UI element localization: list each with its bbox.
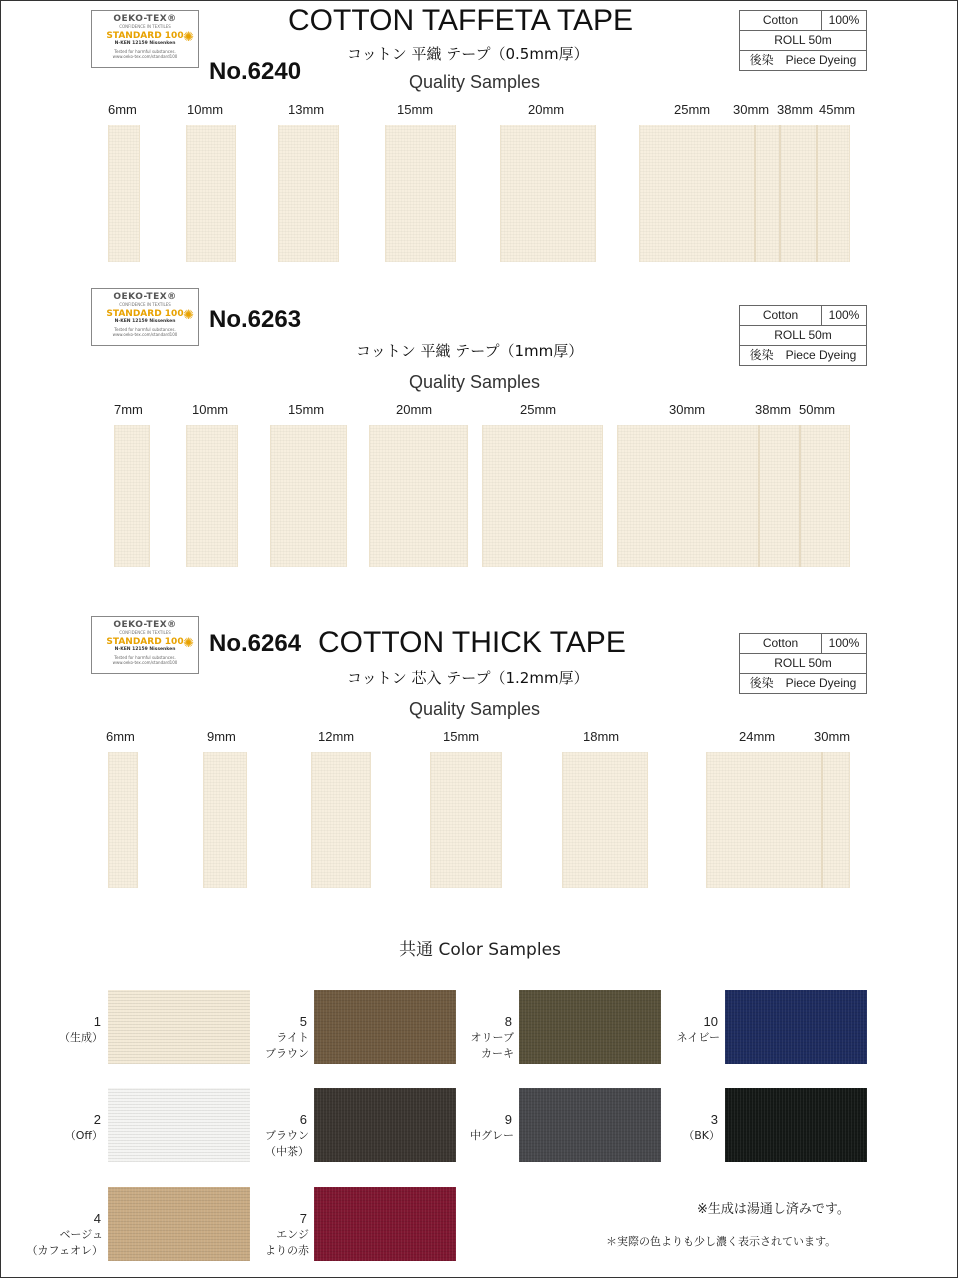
oeko-tagline: CONFIDENCE IN TEXTILES — [119, 302, 171, 307]
tape-sample — [562, 752, 648, 888]
spec-material: Cotton — [740, 634, 822, 653]
color-name: エンジ よりの赤 — [265, 1228, 309, 1257]
oeko-tex-label — [91, 616, 199, 674]
width-label: 45mm — [819, 102, 856, 117]
color-name: ブラウン （中茶） — [265, 1129, 309, 1158]
tape-sample — [311, 752, 371, 888]
color-number: 7 — [299, 1211, 307, 1226]
tape-sample-stack — [639, 125, 850, 262]
color-number: 4 — [93, 1211, 101, 1226]
color-number: 9 — [504, 1112, 512, 1127]
oeko-standard: STANDARD 100 — [106, 309, 184, 319]
color-swatch — [314, 1088, 456, 1162]
width-label: 30mm — [669, 402, 706, 417]
width-label: 24mm — [739, 729, 776, 744]
width-label: 50mm — [799, 402, 836, 417]
section1-spec-table — [739, 10, 867, 71]
sun-icon: ✺ — [183, 636, 194, 651]
tape-sample — [270, 425, 347, 567]
tape-sample — [186, 425, 238, 567]
width-label: 38mm — [777, 102, 814, 117]
oeko-tex-label — [91, 10, 199, 68]
color-swatch — [725, 990, 867, 1064]
color-name: ベージュ （カフェオレ） — [26, 1228, 103, 1257]
spec-dyeing: 後染 Piece Dyeing — [749, 676, 857, 690]
tape-sample — [500, 125, 596, 262]
width-label: 30mm — [733, 102, 770, 117]
oeko-tagline: CONFIDENCE IN TEXTILES — [119, 24, 171, 29]
tape-edge — [816, 125, 818, 262]
oeko-cert: N-KEN 12159 Nissenken — [114, 319, 176, 324]
color-name: 中グレー — [470, 1129, 514, 1142]
oeko-title: OEKO-TEX® — [113, 292, 177, 302]
tape-sample-stack — [706, 752, 850, 888]
spec-percent: 100% — [828, 636, 860, 650]
section2-quality-label: Quality Samples — [409, 372, 541, 392]
color-number: 2 — [93, 1112, 101, 1127]
width-label: 6mm — [106, 729, 135, 744]
color-number: 6 — [299, 1112, 307, 1127]
width-label: 10mm — [187, 102, 224, 117]
color-name: （Off） — [64, 1129, 103, 1142]
width-label: 15mm — [397, 102, 434, 117]
color-swatch — [108, 1187, 250, 1261]
section3-quality-label: Quality Samples — [409, 699, 541, 719]
color-name: （生成） — [59, 1031, 103, 1044]
tape-sample — [108, 752, 138, 888]
width-label: 6mm — [108, 102, 137, 117]
width-label: 25mm — [520, 402, 557, 417]
spec-roll: ROLL 50m — [774, 656, 832, 670]
width-label: 13mm — [288, 102, 325, 117]
color-number: 10 — [703, 1014, 718, 1029]
section3-title: COTTON THICK TAPE — [318, 626, 626, 659]
oeko-title: OEKO-TEX® — [113, 14, 177, 24]
tape-sample — [369, 425, 468, 567]
section2-product-no: No.6263 — [209, 306, 302, 333]
color-name: ライト ブラウン — [265, 1031, 309, 1060]
oeko-title: OEKO-TEX® — [113, 620, 177, 630]
tape-edge — [754, 125, 756, 262]
color-name: （BK） — [683, 1129, 720, 1142]
tape-sample — [108, 125, 140, 262]
sun-icon: ✺ — [183, 30, 194, 45]
oeko-tagline: CONFIDENCE IN TEXTILES — [119, 630, 171, 635]
width-label: 15mm — [443, 729, 480, 744]
color-number: 8 — [504, 1014, 512, 1029]
note-color-disclaimer: ＊実際の色よりも少し濃く表示されています。 — [606, 1235, 837, 1248]
color-name: ネイビー — [676, 1031, 720, 1044]
spec-dyeing: 後染 Piece Dyeing — [749, 348, 857, 362]
section1-quality-label: Quality Samples — [409, 72, 541, 92]
section2-spec-table — [739, 305, 867, 366]
width-label: 20mm — [396, 402, 433, 417]
oeko-url: www.oeko-tex.com/standard100 — [112, 332, 178, 337]
spec-material: Cotton — [740, 11, 822, 30]
color-swatch — [108, 990, 250, 1064]
color-number: 3 — [710, 1112, 718, 1127]
color-samples-heading: 共通 Color Samples — [399, 940, 561, 960]
oeko-tested: Tested for harmful substances. — [114, 49, 176, 54]
section3-product-no: No.6264 — [209, 630, 302, 657]
color-swatch — [314, 990, 456, 1064]
section1-jp-desc: コットン 平織 テープ（0.5mm厚） — [347, 45, 589, 63]
oeko-standard: STANDARD 100 — [106, 637, 184, 647]
spec-roll: ROLL 50m — [774, 33, 832, 47]
color-name: オリーブ カーキ — [470, 1031, 514, 1060]
tape-edge — [779, 125, 781, 262]
tape-sample-stack — [617, 425, 850, 567]
width-label: 18mm — [583, 729, 620, 744]
tape-edge — [821, 752, 823, 888]
width-label: 30mm — [814, 729, 851, 744]
tape-sample — [430, 752, 502, 888]
oeko-url: www.oeko-tex.com/standard100 — [112, 54, 178, 59]
tape-sample — [385, 125, 456, 262]
width-label: 7mm — [114, 402, 143, 417]
width-label: 38mm — [755, 402, 792, 417]
color-swatch — [519, 990, 661, 1064]
spec-material: Cotton — [740, 306, 822, 325]
width-label: 15mm — [288, 402, 325, 417]
tape-sample — [278, 125, 339, 262]
note-kinari: ※生成は湯通し済みです。 — [697, 1202, 850, 1217]
color-swatch — [519, 1088, 661, 1162]
oeko-tested: Tested for harmful substances. — [114, 327, 176, 332]
section2-jp-desc: コットン 平織 テープ（1mm厚） — [356, 342, 584, 360]
width-label: 9mm — [207, 729, 236, 744]
color-number: 1 — [93, 1014, 101, 1029]
color-number: 5 — [299, 1014, 307, 1029]
section1-title: COTTON TAFFETA TAPE — [288, 4, 634, 37]
tape-sample — [114, 425, 150, 567]
color-swatch — [314, 1187, 456, 1261]
oeko-cert: N-KEN 12159 Nissenken — [114, 647, 176, 652]
oeko-cert: N-KEN 12159 Nissenken — [114, 41, 176, 46]
tape-sample — [482, 425, 603, 567]
tape-sample — [203, 752, 247, 888]
section3-spec-table — [739, 633, 867, 694]
spec-percent: 100% — [828, 308, 860, 322]
spec-percent: 100% — [828, 13, 860, 27]
oeko-tested: Tested for harmful substances. — [114, 655, 176, 660]
tape-edge — [799, 425, 801, 567]
oeko-tex-label — [91, 288, 199, 346]
tape-edge — [758, 425, 760, 567]
oeko-url: www.oeko-tex.com/standard100 — [112, 660, 178, 665]
spec-roll: ROLL 50m — [774, 328, 832, 342]
oeko-standard: STANDARD 100 — [106, 31, 184, 41]
color-swatch — [108, 1088, 250, 1162]
sun-icon: ✺ — [183, 308, 194, 323]
width-label: 25mm — [674, 102, 711, 117]
width-label: 20mm — [528, 102, 565, 117]
width-label: 10mm — [192, 402, 229, 417]
spec-dyeing: 後染 Piece Dyeing — [749, 53, 857, 67]
color-swatch — [725, 1088, 867, 1162]
width-label: 12mm — [318, 729, 355, 744]
section3-jp-desc: コットン 芯入 テープ（1.2mm厚） — [347, 669, 589, 687]
section1-product-no: No.6240 — [209, 58, 302, 85]
tape-sample — [186, 125, 236, 262]
